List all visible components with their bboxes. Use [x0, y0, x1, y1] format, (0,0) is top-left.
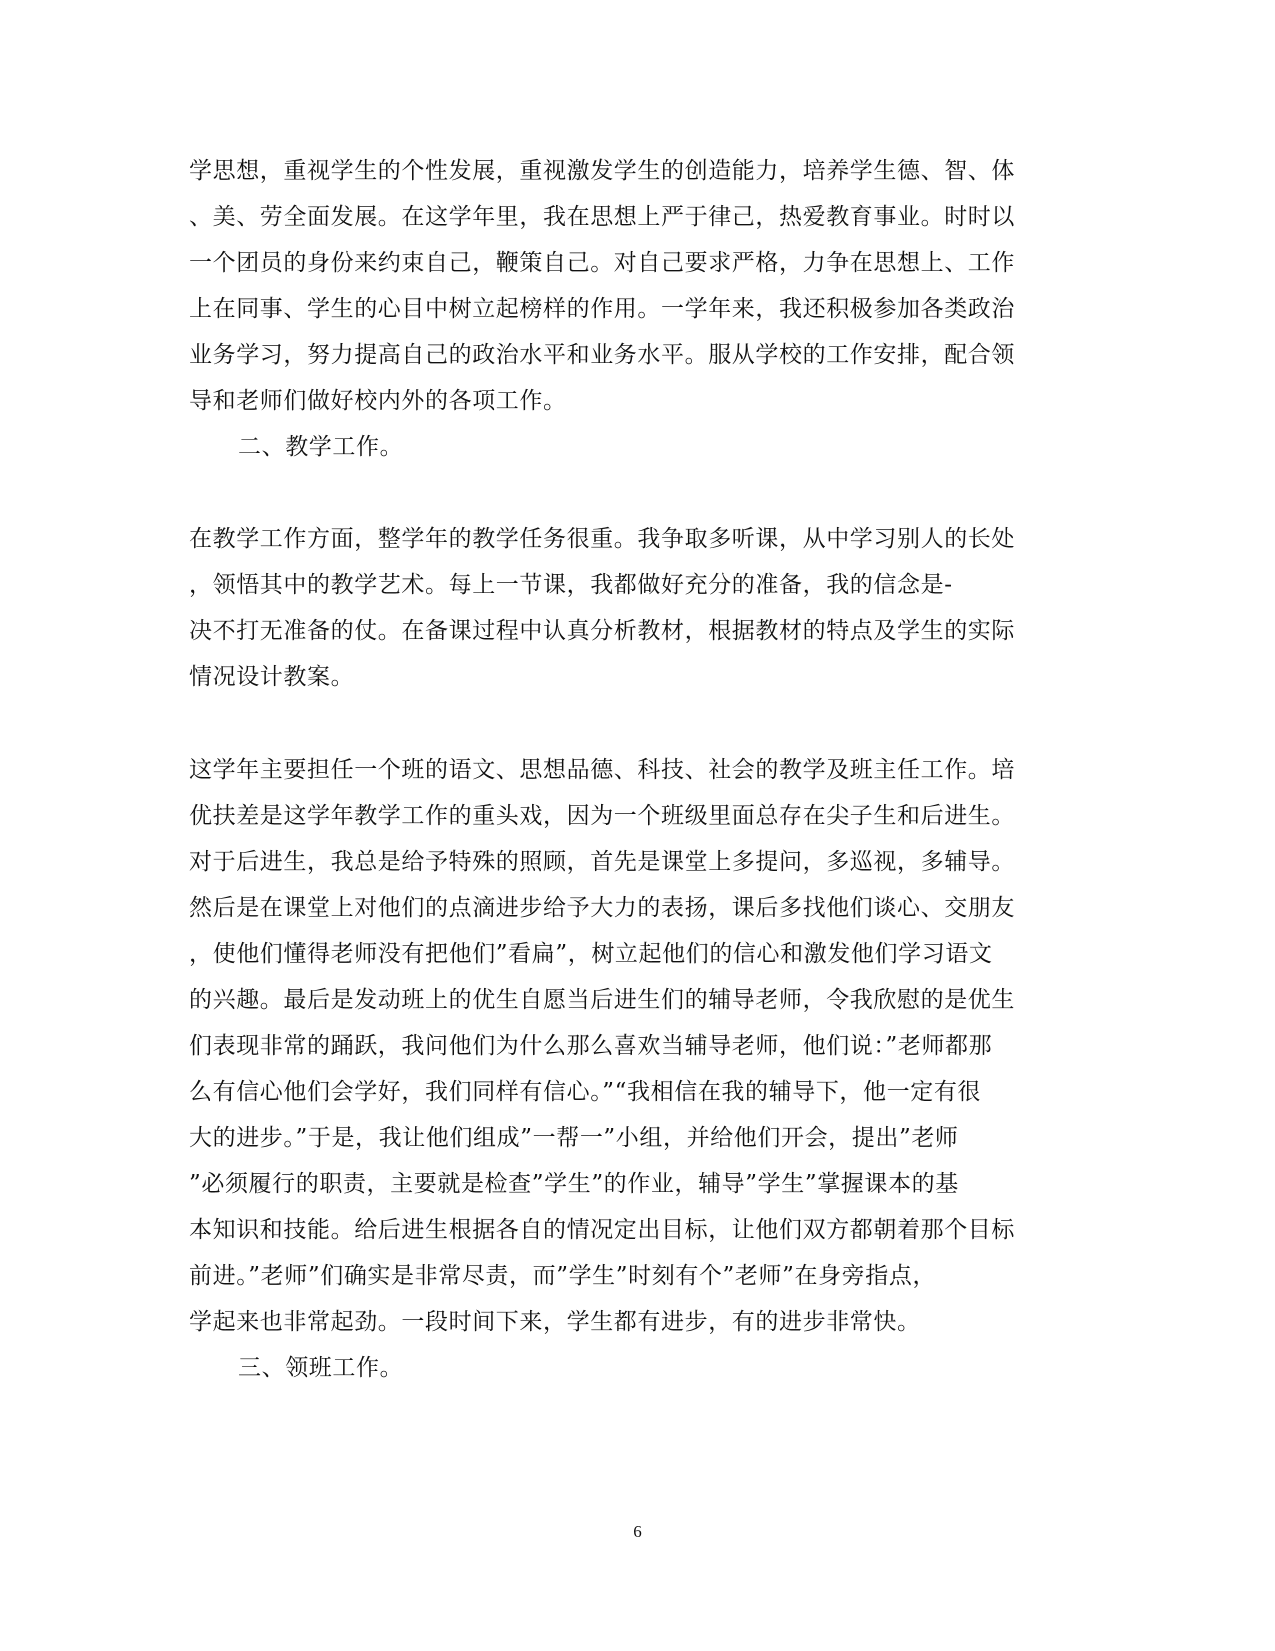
text-line: ，领悟其中的教学艺术。每上一节课，我都做好充分的准备，我的信念是-	[189, 572, 953, 598]
text-line: 的兴趣。最后是发动班上的优生自愿当后进生们的辅导老师，令我欣慰的是优生	[189, 987, 1015, 1013]
text-line: 然后是在课堂上对他们的点滴进步给予大力的表扬，课后多找他们谈心、交朋友	[189, 895, 1015, 921]
text-line: 大的进步。”于是，我让他们组成”一帮一”小组，并给他们开会，提出”老师	[189, 1125, 959, 1151]
text-line: 学思想，重视学生的个性发展，重视激发学生的创造能力，培养学生德、智、体	[189, 158, 1015, 184]
text-line: 对于后进生，我总是给予特殊的照顾，首先是课堂上多提问，多巡视，多辅导。	[189, 849, 1015, 875]
text-line: 导和老师们做好校内外的各项工作。	[189, 388, 567, 414]
text-line: 决不打无准备的仗。在备课过程中认真分析教材，根据教材的特点及学生的实际	[189, 618, 1015, 644]
text-line: 前进。”老师”们确实是非常尽责，而”学生”时刻有个”老师”在身旁指点，	[189, 1263, 937, 1289]
text-line: 业务学习，努力提高自己的政治水平和业务水平。服从学校的工作安排，配合领	[189, 342, 1015, 368]
text-line: 本知识和技能。给后进生根据各自的情况定出目标，让他们双方都朝着那个目标	[189, 1217, 1015, 1243]
section-heading: 三、领班工作。	[238, 1355, 404, 1381]
text-line: 们表现非常的踊跃，我问他们为什么那么喜欢当辅导老师，他们说：”老师都那	[189, 1033, 993, 1059]
text-line: 这学年主要担任一个班的语文、思想品德、科技、社会的教学及班主任工作。培	[189, 757, 1015, 783]
text-line: ”必须履行的职责，主要就是检查”学生”的作业，辅导”学生”掌握课本的基	[189, 1171, 959, 1197]
text-line: 上在同事、学生的心目中树立起榜样的作用。一学年来，我还积极参加各类政治	[189, 296, 1015, 322]
text-line: ，使他们懂得老师没有把他们”看扁”，树立起他们的信心和激发他们学习语文	[189, 941, 993, 967]
text-line: 优扶差是这学年教学工作的重头戏，因为一个班级里面总存在尖子生和后进生。	[189, 803, 1015, 829]
text-line: 么有信心他们会学好，我们同样有信心。”“我相信在我的辅导下，他一定有很	[189, 1079, 982, 1105]
section-heading: 二、教学工作。	[238, 434, 404, 460]
text-line: 在教学工作方面，整学年的教学任务很重。我争取多听课，从中学习别人的长处	[189, 526, 1015, 552]
text-line: 一个团员的身份来约束自己，鞭策自己。对自己要求严格，力争在思想上、工作	[189, 250, 1015, 276]
text-line: 、美、劳全面发展。在这学年里，我在思想上严于律己，热爱教育事业。时时以	[189, 204, 1015, 230]
page-number: 6	[633, 1522, 642, 1541]
text-line: 情况设计教案。	[189, 664, 355, 690]
text-line: 学起来也非常起劲。一段时间下来，学生都有进步，有的进步非常快。	[189, 1309, 921, 1335]
